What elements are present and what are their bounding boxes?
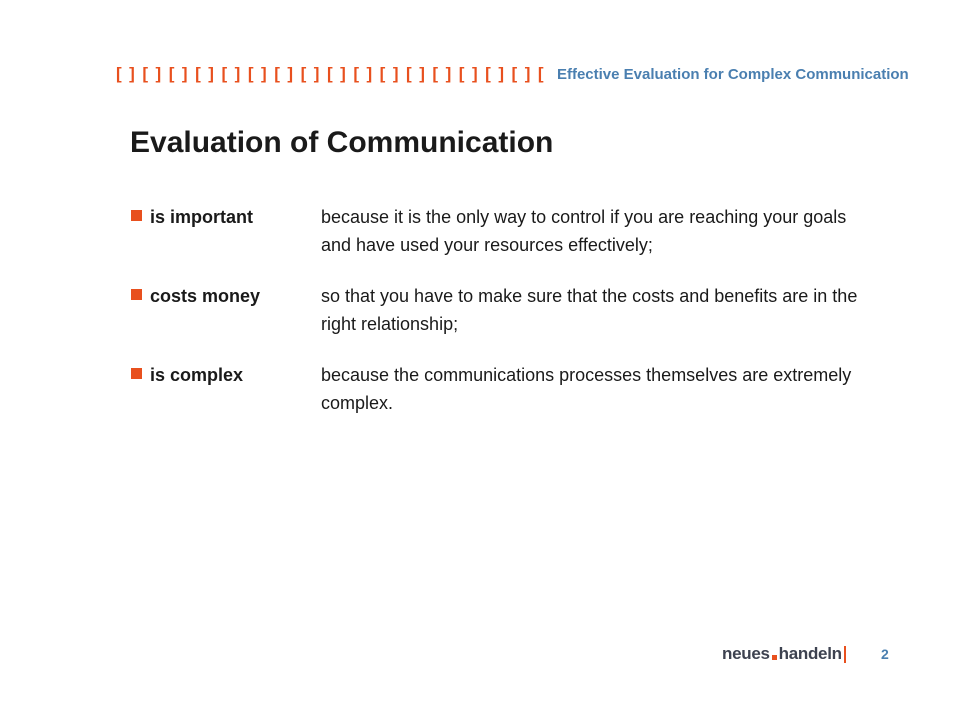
- bullet-description: so that you have to make sure that the costs and benefits are in the right relationship;: [321, 286, 858, 334]
- bullet-term: costs money: [150, 286, 261, 306]
- bullet-description: because it is the only way to control if you are reaching your goals and have used your resources effectively;: [321, 207, 847, 255]
- square-bullet-icon: [131, 368, 142, 379]
- header-title: Effective Evaluation for Complex Communication: [556, 66, 909, 83]
- bullet-item: [131, 203, 871, 259]
- slide-title: Evaluation of Communication: [130, 126, 554, 159]
- bullet-term: is important: [150, 207, 254, 227]
- page-number: 2: [881, 646, 889, 662]
- bullet-list: [131, 203, 871, 440]
- bullet-item: [131, 361, 871, 417]
- logo-bar-icon: [844, 646, 846, 663]
- bullet-description: because the communications processes themselves are extremely complex.: [321, 365, 852, 413]
- bullet-term: is complex: [150, 365, 244, 385]
- logo-text-part1: neues: [722, 644, 770, 663]
- square-bullet-icon: [131, 289, 142, 300]
- logo-text-part2: handeln: [778, 644, 842, 663]
- logo-dot-icon: [772, 655, 777, 660]
- bullet-item: [131, 282, 871, 338]
- bracket-decoration: [ ] [ ] [ ] [ ] [ ] [ ] [ ] [ ] [ ] [ ] [ ] [ ] [ ] [ ] [ ] [ ] [: [116, 64, 545, 83]
- square-bullet-icon: [131, 210, 142, 221]
- header-bar: [116, 64, 909, 84]
- company-logo: [722, 644, 846, 664]
